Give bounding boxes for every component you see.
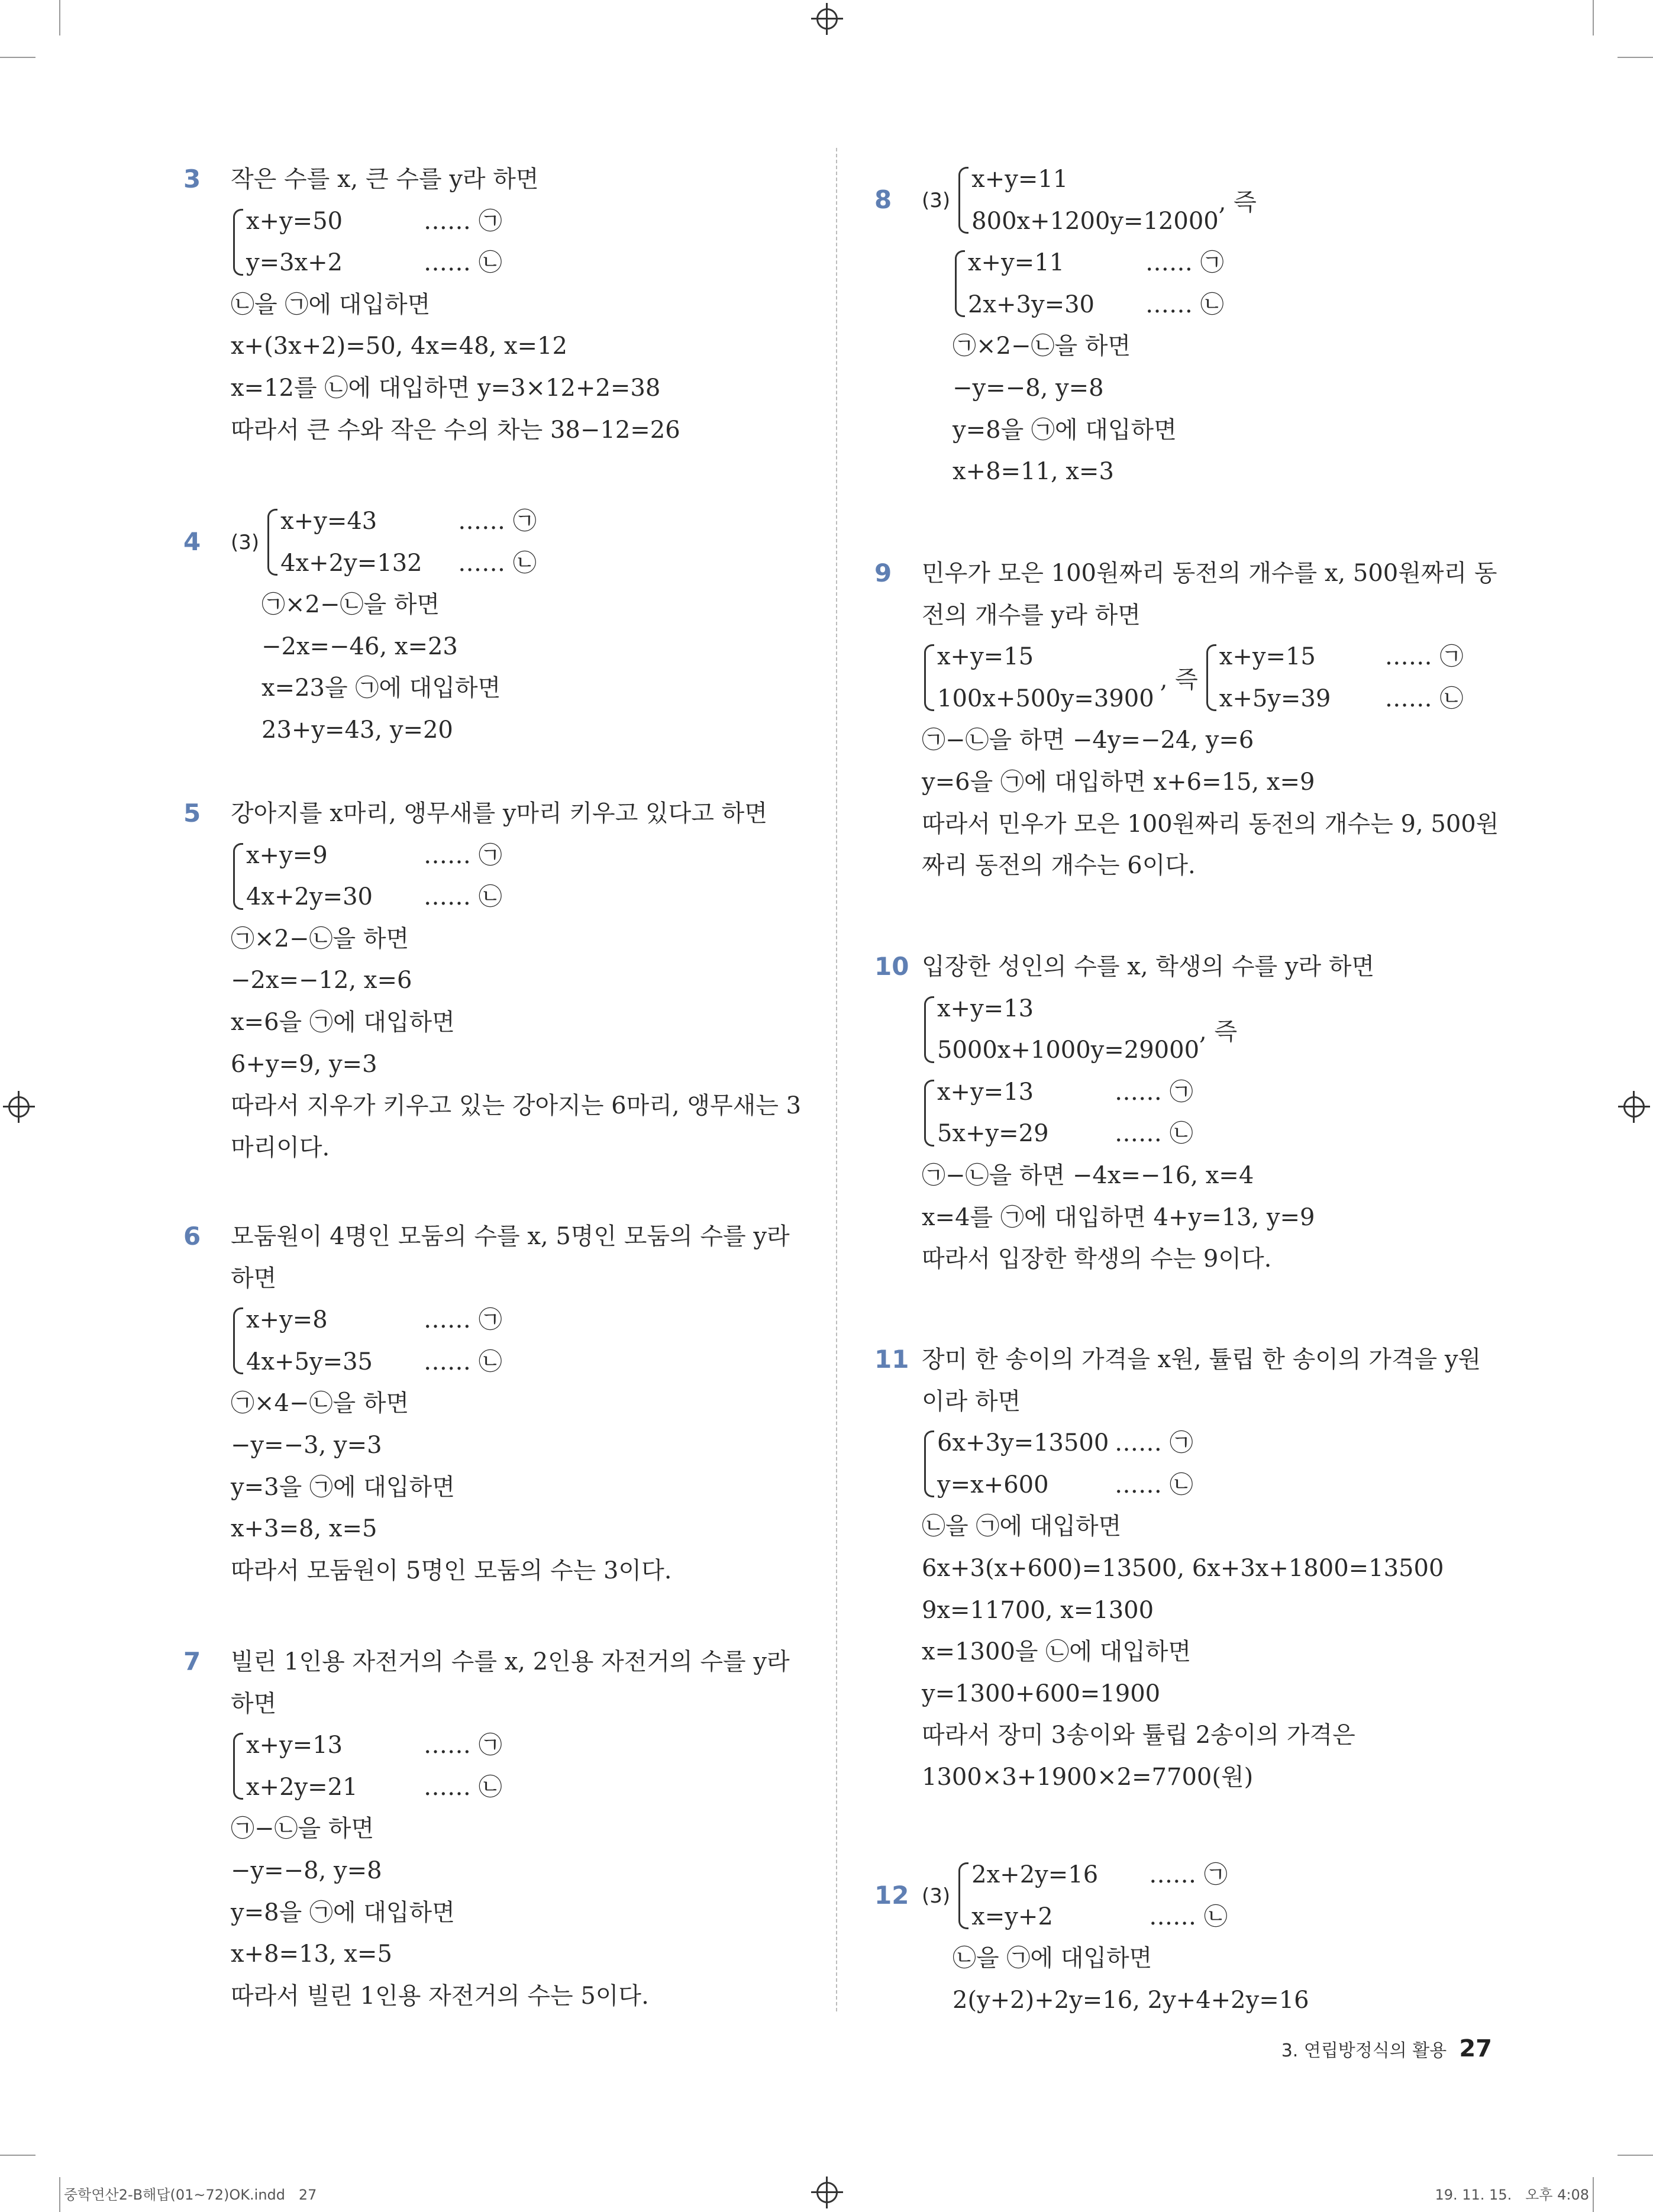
connector-text: , 즉	[1218, 189, 1257, 217]
equation: 6x+3y=13500	[937, 1429, 1109, 1457]
text-line: 2(y+2)+2y=16, 2y+4+2y=16	[953, 1986, 1309, 2014]
equation-block	[922, 1422, 1549, 1506]
problem-number: 9	[874, 558, 892, 587]
equation-system	[922, 1071, 1193, 1155]
equation-label: …… ㉠	[424, 841, 502, 869]
equation-row	[968, 284, 1224, 326]
text-line: 따라서 빌린 1인용 자전거의 수는 5이다.	[231, 1982, 649, 2010]
equation: x+y=15	[937, 643, 1034, 671]
problem-number: 5	[183, 799, 201, 828]
equation-system	[265, 500, 537, 584]
equation: x+y=43	[280, 508, 377, 535]
text-line: x+8=13, x=5	[231, 1940, 392, 1968]
problem-8	[874, 159, 1549, 493]
text-line: y=3을 ㉠에 대입하면	[231, 1473, 455, 1501]
text-line: −y=−3, y=3	[231, 1431, 382, 1459]
equation-row	[246, 1767, 502, 1809]
equation-block	[922, 1854, 1549, 1937]
equation: x+2y=21	[246, 1773, 358, 1801]
equation-block	[231, 500, 858, 584]
equation-label: …… ㉠	[1115, 1078, 1193, 1106]
text-line: ㉡을 ㉠에 대입하면	[953, 1945, 1152, 1972]
equation-system	[231, 835, 502, 918]
equation: 2x+2y=16	[971, 1861, 1099, 1888]
equation-row	[1219, 636, 1464, 678]
equation-row	[968, 242, 1224, 284]
text-line: −2x=−46, x=23	[261, 632, 458, 660]
equation: x=y+2	[971, 1903, 1053, 1930]
text-line: 작은 수를 x, 큰 수를 y라 하면	[231, 166, 539, 193]
equation-system	[953, 242, 1224, 325]
equation-label: …… ㉡	[458, 549, 537, 577]
equation-label: …… ㉠	[1145, 249, 1224, 277]
equation-label: …… ㉠	[1115, 1429, 1193, 1457]
connector-text: , 즉	[1160, 666, 1198, 694]
text-line: 마리이다.	[231, 1134, 330, 1161]
equation-label: …… ㉡	[1115, 1471, 1193, 1499]
equation: x+y=15	[1219, 643, 1316, 671]
text-line: ㉡을 ㉠에 대입하면	[231, 290, 431, 318]
problem-6	[183, 1216, 858, 1591]
equation: x+y=8	[246, 1306, 328, 1334]
equation-block	[922, 1071, 1549, 1155]
sub-question-label: (3)	[922, 188, 951, 212]
text-line: 따라서 입장한 학생의 수는 9이다.	[922, 1245, 1272, 1273]
problem-12	[874, 1854, 1549, 2021]
text-line: 따라서 장미 3송이와 튤립 2송이의 가격은	[922, 1722, 1355, 1749]
text-line: 9x=11700, x=1300	[922, 1596, 1154, 1624]
equation-label: …… ㉡	[424, 1773, 502, 1801]
text-line: x=12를 ㉡에 대입하면 y=3×12+2=38	[231, 374, 661, 402]
problem-11	[874, 1339, 1549, 1798]
equation-row	[937, 636, 1154, 678]
equation-block	[922, 159, 1549, 242]
equation-row	[937, 1464, 1193, 1506]
text-line: x=23을 ㉠에 대입하면	[261, 674, 501, 702]
text-line: 전의 개수를 y라 하면	[922, 601, 1141, 629]
equation-label: …… ㉠	[424, 1732, 502, 1759]
equation-row	[937, 1029, 1199, 1071]
text-line: −y=−8, y=8	[953, 374, 1104, 402]
equation-row	[971, 1854, 1228, 1896]
equation: 5000x+1000y=29000	[937, 1036, 1200, 1064]
text-line: x=4를 ㉠에 대입하면 4+y=13, y=9	[922, 1203, 1315, 1231]
equation-system	[922, 988, 1199, 1071]
problem-5	[183, 793, 858, 1168]
equation-block	[231, 1725, 858, 1808]
text-line: 장미 한 송이의 가격을 x원, 튤립 한 송이의 가격을 y원	[922, 1346, 1481, 1373]
text-line: y=6을 ㉠에 대입하면 x+6=15, x=9	[922, 768, 1315, 796]
crop-mark	[1618, 2155, 1653, 2156]
sub-question-label: (3)	[231, 530, 260, 554]
equation-system	[231, 201, 502, 284]
equation-row	[246, 201, 502, 243]
equation-label: …… ㉡	[1145, 290, 1224, 318]
problem-number: 12	[874, 1881, 909, 1910]
text-line: 민우가 모은 100원짜리 동전의 개수를 x, 500원짜리 동	[922, 560, 1497, 587]
equation: x+y=13	[246, 1732, 343, 1759]
text-line: 6+y=9, y=3	[231, 1050, 377, 1078]
equation: 4x+2y=30	[246, 883, 373, 911]
page-number: 27	[1459, 2035, 1492, 2062]
text-line: 입장한 성인의 수를 x, 학생의 수를 y라 하면	[922, 953, 1375, 980]
text-line: x+8=11, x=3	[953, 458, 1114, 486]
registration-mark-icon	[816, 8, 838, 30]
text-line: 하면	[231, 1264, 277, 1292]
text-line: 따라서 큰 수와 작은 수의 차는 38−12=26	[231, 416, 680, 444]
text-line: ㉡을 ㉠에 대입하면	[922, 1513, 1122, 1541]
equation-label: …… ㉡	[424, 883, 502, 911]
problem-10	[874, 946, 1549, 1280]
equation-block	[922, 242, 1549, 325]
crop-mark	[59, 2177, 60, 2212]
problem-number: 7	[183, 1647, 201, 1676]
equation-label: …… ㉠	[424, 207, 502, 235]
equation: x+y=11	[968, 249, 1065, 277]
equation-block	[231, 201, 858, 284]
equation-row	[246, 1299, 502, 1341]
crop-mark	[1593, 0, 1594, 35]
equation-label: …… ㉡	[424, 1348, 502, 1375]
text-line: ㉠×4−㉡을 하면	[231, 1390, 409, 1417]
equation-label: …… ㉠	[1384, 643, 1464, 671]
problem-9	[874, 553, 1549, 887]
text-line: −y=−8, y=8	[231, 1856, 382, 1884]
problem-4	[183, 500, 858, 751]
text-line: x=6을 ㉠에 대입하면	[231, 1008, 455, 1036]
equation: 4x+2y=132	[280, 549, 422, 577]
equation-system	[922, 1422, 1193, 1506]
equation-label: …… ㉠	[458, 508, 537, 535]
equation: 800x+1200y=12000	[971, 207, 1219, 235]
text-line: 따라서 지우가 키우고 있는 강아지는 6마리, 앵무새는 3	[231, 1092, 802, 1120]
equation-row	[937, 988, 1199, 1030]
equation: 4x+5y=35	[246, 1348, 373, 1375]
text-line: x+3=8, x=5	[231, 1515, 377, 1543]
equation: x+y=50	[246, 207, 343, 235]
equation: y=x+600	[937, 1471, 1049, 1499]
equation-row	[937, 1422, 1193, 1464]
equation-row	[246, 1341, 502, 1383]
equation-label: …… ㉡	[424, 249, 502, 277]
equation-label: …… ㉠	[424, 1306, 502, 1334]
equation-label: …… ㉡	[1115, 1120, 1193, 1148]
running-footer	[1281, 2035, 1492, 2062]
equation: 5x+y=29	[937, 1120, 1049, 1148]
connector-text: , 즉	[1199, 1018, 1238, 1045]
equation: x+y=13	[937, 1078, 1034, 1106]
equation: y=3x+2	[246, 249, 343, 277]
equation: x+y=9	[246, 841, 328, 869]
text-line: 따라서 모둠원이 5명인 모둠의 수는 3이다.	[231, 1557, 672, 1584]
equation-block	[231, 835, 858, 918]
text-line: 23+y=43, y=20	[261, 716, 453, 744]
text-line: y=8을 ㉠에 대입하면	[953, 416, 1177, 444]
problem-number: 4	[183, 527, 201, 557]
equation-label: …… ㉡	[1149, 1903, 1228, 1930]
text-line: 6x+3(x+600)=13500, 6x+3x+1800=13500	[922, 1554, 1444, 1582]
registration-mark-icon	[1623, 1096, 1645, 1118]
equation-row	[246, 1725, 502, 1767]
equation-row	[937, 678, 1154, 720]
print-file-name: 중학연산2-B해답(01~72)OK.indd 27	[64, 2187, 317, 2203]
registration-mark-icon	[8, 1096, 30, 1118]
text-line: ㉠−㉡을 하면 −4y=−24, y=6	[922, 726, 1254, 754]
equation-row	[246, 876, 502, 918]
text-line: ㉠−㉡을 하면	[231, 1815, 374, 1843]
equation-row	[1219, 678, 1464, 720]
equation-system	[231, 1725, 502, 1808]
problem-number: 6	[183, 1222, 201, 1251]
problem-3	[183, 159, 858, 451]
text-line: x=1300을 ㉡에 대입하면	[922, 1638, 1192, 1666]
equation-row	[937, 1071, 1193, 1113]
equation: x+y=11	[971, 166, 1068, 193]
text-line: 하면	[231, 1690, 277, 1717]
equation-row	[971, 201, 1219, 243]
text-line: x+(3x+2)=50, 4x=48, x=12	[231, 332, 567, 360]
equation-system	[956, 159, 1219, 242]
chapter-title: 3. 연립방정식의 활용	[1281, 2040, 1447, 2061]
equation: 100x+500y=3900	[937, 684, 1154, 712]
problem-number: 10	[874, 952, 909, 981]
equation-row	[246, 242, 502, 284]
equation: x+y=13	[937, 994, 1034, 1022]
equation-row	[971, 1896, 1228, 1938]
sub-question-label: (3)	[922, 1884, 951, 1908]
text-line: 모둠원이 4명인 모둠의 수를 x, 5명인 모둠의 수를 y라	[231, 1223, 790, 1250]
equation: x+5y=39	[1219, 684, 1331, 712]
equation-row	[280, 500, 537, 542]
crop-mark	[0, 57, 35, 58]
equation-system	[231, 1299, 502, 1383]
text-line: ㉠×2−㉡을 하면	[953, 332, 1131, 360]
text-line: 빌린 1인용 자전거의 수를 x, 2인용 자전거의 수를 y라	[231, 1648, 790, 1675]
equation-system	[922, 636, 1154, 719]
crop-mark	[0, 2155, 35, 2156]
equation: 2x+3y=30	[968, 290, 1095, 318]
text-line: 따라서 민우가 모은 100원짜리 동전의 개수는 9, 500원	[922, 810, 1499, 838]
equation-row	[280, 542, 537, 585]
problem-number: 11	[874, 1345, 909, 1374]
problem-number: 3	[183, 164, 201, 193]
equation-block	[231, 1299, 858, 1383]
text-line: 이라 하면	[922, 1387, 1021, 1415]
problem-7	[183, 1641, 858, 2017]
crop-mark	[1618, 57, 1653, 58]
text-line: y=1300+600=1900	[922, 1680, 1161, 1707]
crop-mark	[59, 0, 60, 35]
text-line: ㉠×2−㉡을 하면	[231, 925, 409, 952]
print-date: 19. 11. 15. 오후 4:08	[1435, 2187, 1589, 2203]
text-line: 강아지를 x마리, 앵무새를 y마리 키우고 있다고 하면	[231, 800, 767, 827]
text-line: 1300×3+1900×2=7700(원)	[922, 1763, 1254, 1791]
equation-block	[922, 636, 1549, 719]
equation-block	[922, 988, 1549, 1071]
equation-row	[246, 835, 502, 877]
text-line: 짜리 동전의 개수는 6이다.	[922, 852, 1196, 880]
text-line: y=8을 ㉠에 대입하면	[231, 1898, 455, 1926]
text-line: −2x=−12, x=6	[231, 967, 412, 994]
text-line: ㉠×2−㉡을 하면	[261, 591, 440, 619]
equation-label: …… ㉠	[1149, 1861, 1228, 1888]
equation-label: …… ㉡	[1384, 684, 1464, 712]
equation-system	[956, 1854, 1228, 1937]
equation-row	[937, 1113, 1193, 1155]
text-line: ㉠−㉡을 하면 −4x=−16, x=4	[922, 1161, 1254, 1189]
crop-mark	[1593, 2177, 1594, 2212]
registration-mark-icon	[816, 2182, 838, 2203]
equation-system	[1204, 636, 1464, 719]
equation-row	[971, 159, 1219, 201]
problem-number: 8	[874, 185, 892, 215]
